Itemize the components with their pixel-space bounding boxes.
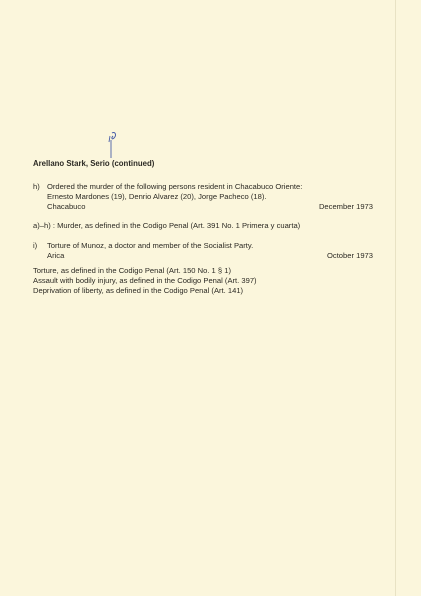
entry-i-line1: Torture of Munoz, a doctor and member of the Socialist Party.	[47, 241, 254, 250]
charges-list	[33, 266, 373, 297]
entry-h-place: Chacabuco	[47, 202, 86, 212]
entry-i-label: i)	[33, 241, 38, 250]
entry-h-label: h)	[33, 182, 40, 191]
entry-h-date: December 1973	[318, 202, 373, 212]
entry-i-date: October 1973	[326, 251, 373, 261]
entry-i-place: Arica	[47, 251, 65, 261]
entry-h	[33, 182, 373, 213]
entry-a-h-label: a)–h) :	[33, 221, 55, 230]
entry-a-h-text: Murder, as defined in the Codigo Penal (Art. 391 No. 1 Primera y cuarta)	[57, 221, 301, 230]
entry-h-line1: Ordered the murder of the following persons resident in Chacabuco Oriente:	[47, 182, 303, 191]
charge-item: Assault with bodily injury, as defined in the Codigo Penal (Art. 397)	[33, 276, 257, 286]
entry-i	[33, 241, 373, 261]
page-edge-line	[395, 0, 396, 596]
charge-item: Deprivation of liberty, as defined in the Codigo Penal (Art. 141)	[33, 286, 244, 296]
handwritten-mark-icon	[105, 130, 119, 160]
entry-a-h	[33, 221, 373, 231]
page-heading: Arellano Stark, Serio (continued)	[33, 159, 155, 168]
entry-h-line2: Ernesto Mardones (19), Denrio Alvarez (20), Jorge Pacheco (18).	[47, 192, 267, 202]
charge-item: Torture, as defined in the Codigo Penal (Art. 150 No. 1 § 1)	[33, 266, 231, 275]
